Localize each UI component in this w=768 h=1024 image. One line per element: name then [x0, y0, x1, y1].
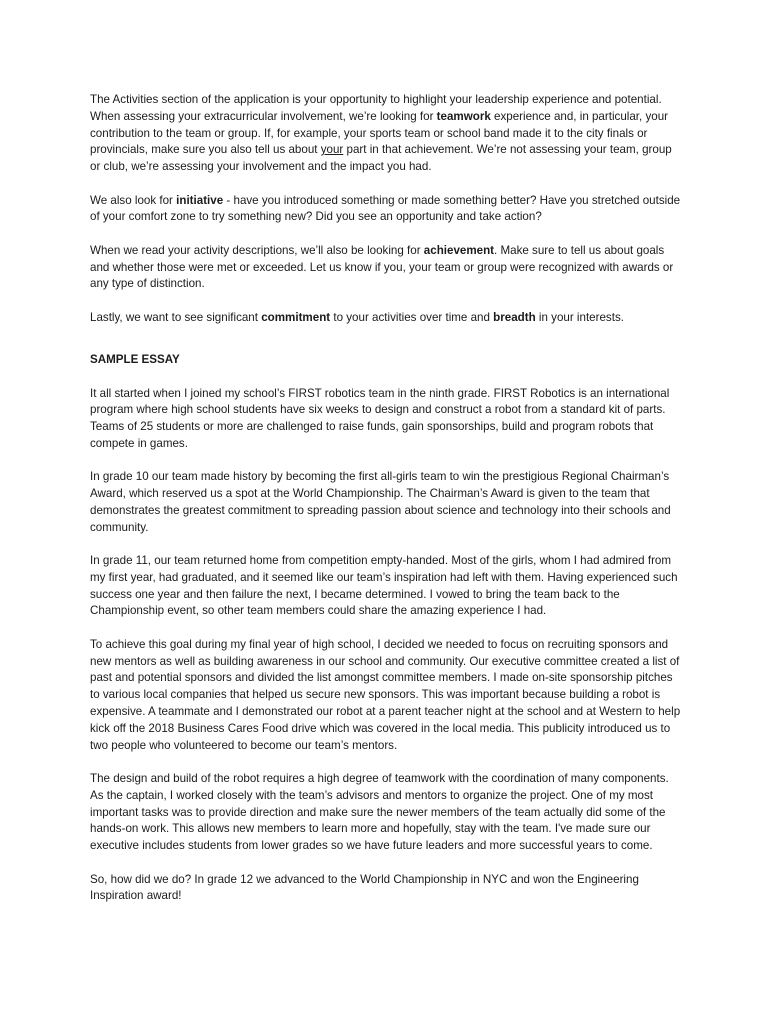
text: to your activities over time and: [330, 310, 494, 324]
essay-paragraph: In grade 11, our team returned home from competition empty-handed. Most of the girls, whom I had admired from my first year, had graduated, and it seemed like our team’s inspiration had left with them. Having experienced such success one year and then failure the next, I became determined. I vowed to bring the team back to the Championship event, so other team members could share the amazing experience I had.: [90, 554, 678, 618]
essay-paragraph: In grade 10 our team made history by becoming the first all-girls team to win the prestigious Regional Chairman’s Award, which reserved us a spot at the World Championship. The Chairman’s Award is given to the team that demonstrates the greatest commitment to spreading passion about science and technology into their schools and community.: [90, 470, 671, 534]
intro-paragraph-initiative: [90, 193, 682, 227]
text: part in that achievement. We’re not assessing your team, group or club, we’re assessing your involvement and the impact you had.: [90, 143, 672, 174]
text: Lastly, we want to see significant: [90, 310, 262, 324]
keyword-commitment: commitment: [261, 310, 331, 324]
text: in your interests.: [535, 310, 624, 324]
keyword-achievement: achievement: [423, 243, 495, 257]
text: The Activities section of the application is your opportunity to highlight your leadership experience and potential. When assessing your extracurricular involvement, we’re looking for: [90, 93, 662, 123]
text: . Make sure to tell us about goals and whether those were met or exceeded. Let us know if you, your team or group were recognized with awards or any type of distinction.: [90, 243, 674, 291]
document-page: [90, 92, 682, 922]
essay-paragraph: It all started when I joined my school’s FIRST robotics team in the ninth grade. FIRST Robotics is an international program where high school students have six weeks to design and construct a robot from a standard kit of parts. Teams of 25 students or more are challenged to raise funds, gain sponsorships, build and program robots that compete in games.: [90, 386, 670, 450]
essay-paragraph: To achieve this goal during my final year of high school, I decided we needed to focus on recruiting sponsors and new mentors as well as building awareness in our school and community. Our executive committee created a list of past and potential sponsors and divided the list amongst committee members. I made on-site sponsorship pitches to various local companies that helped us secure new sponsors. This was important because building a robot is expensive. A teammate and I demonstrated our robot at a parent teacher night at the school and at Western to help kick off the 2018 Business Cares Food drive which was covered in the local media. This publicity introduced us to two people who volunteered to become our team’s mentors.: [90, 637, 681, 752]
sample-essay-heading: SAMPLE ESSAY: [90, 353, 180, 367]
intro-paragraph-commitment: [90, 310, 682, 327]
essay-paragraph: So, how did we do? In grade 12 we advanced to the World Championship in NYC and won the Engineering Inspiration award!: [90, 872, 639, 903]
keyword-breadth: breadth: [493, 310, 536, 324]
keyword-teamwork: teamwork: [436, 109, 491, 123]
text: - have you introduced something or made something better? Have you stretched outside of your comfort zone to try something new? Did you see an opportunity and take action?: [90, 193, 681, 224]
intro-paragraph-achievement: [90, 243, 682, 293]
text: When we read your activity descriptions, we’ll also be looking for: [90, 243, 424, 257]
keyword-initiative: initiative: [176, 193, 224, 207]
spacer: [90, 343, 682, 352]
text: experience and, in particular, your contribution to the team or group. If, for example, your sports team or school band made it to the city finals or provincials, make sure you also tell us about: [90, 109, 669, 157]
intro-paragraph-teamwork: [90, 92, 682, 176]
text: We also look for: [90, 193, 177, 207]
essay-paragraph: The design and build of the robot requires a high degree of teamwork with the coordination of many components. As the captain, I worked closely with the team’s advisors and mentors to organize the project. One of my most important tasks was to provide direction and make sure the newer members of the team actually did some of the hands-on work. This allows new members to learn more and hopefully, stay with the team. I've made sure our executive includes students from lower grades so we have future leaders and more successful years to come.: [90, 772, 669, 853]
underlined-your: your: [320, 143, 344, 157]
